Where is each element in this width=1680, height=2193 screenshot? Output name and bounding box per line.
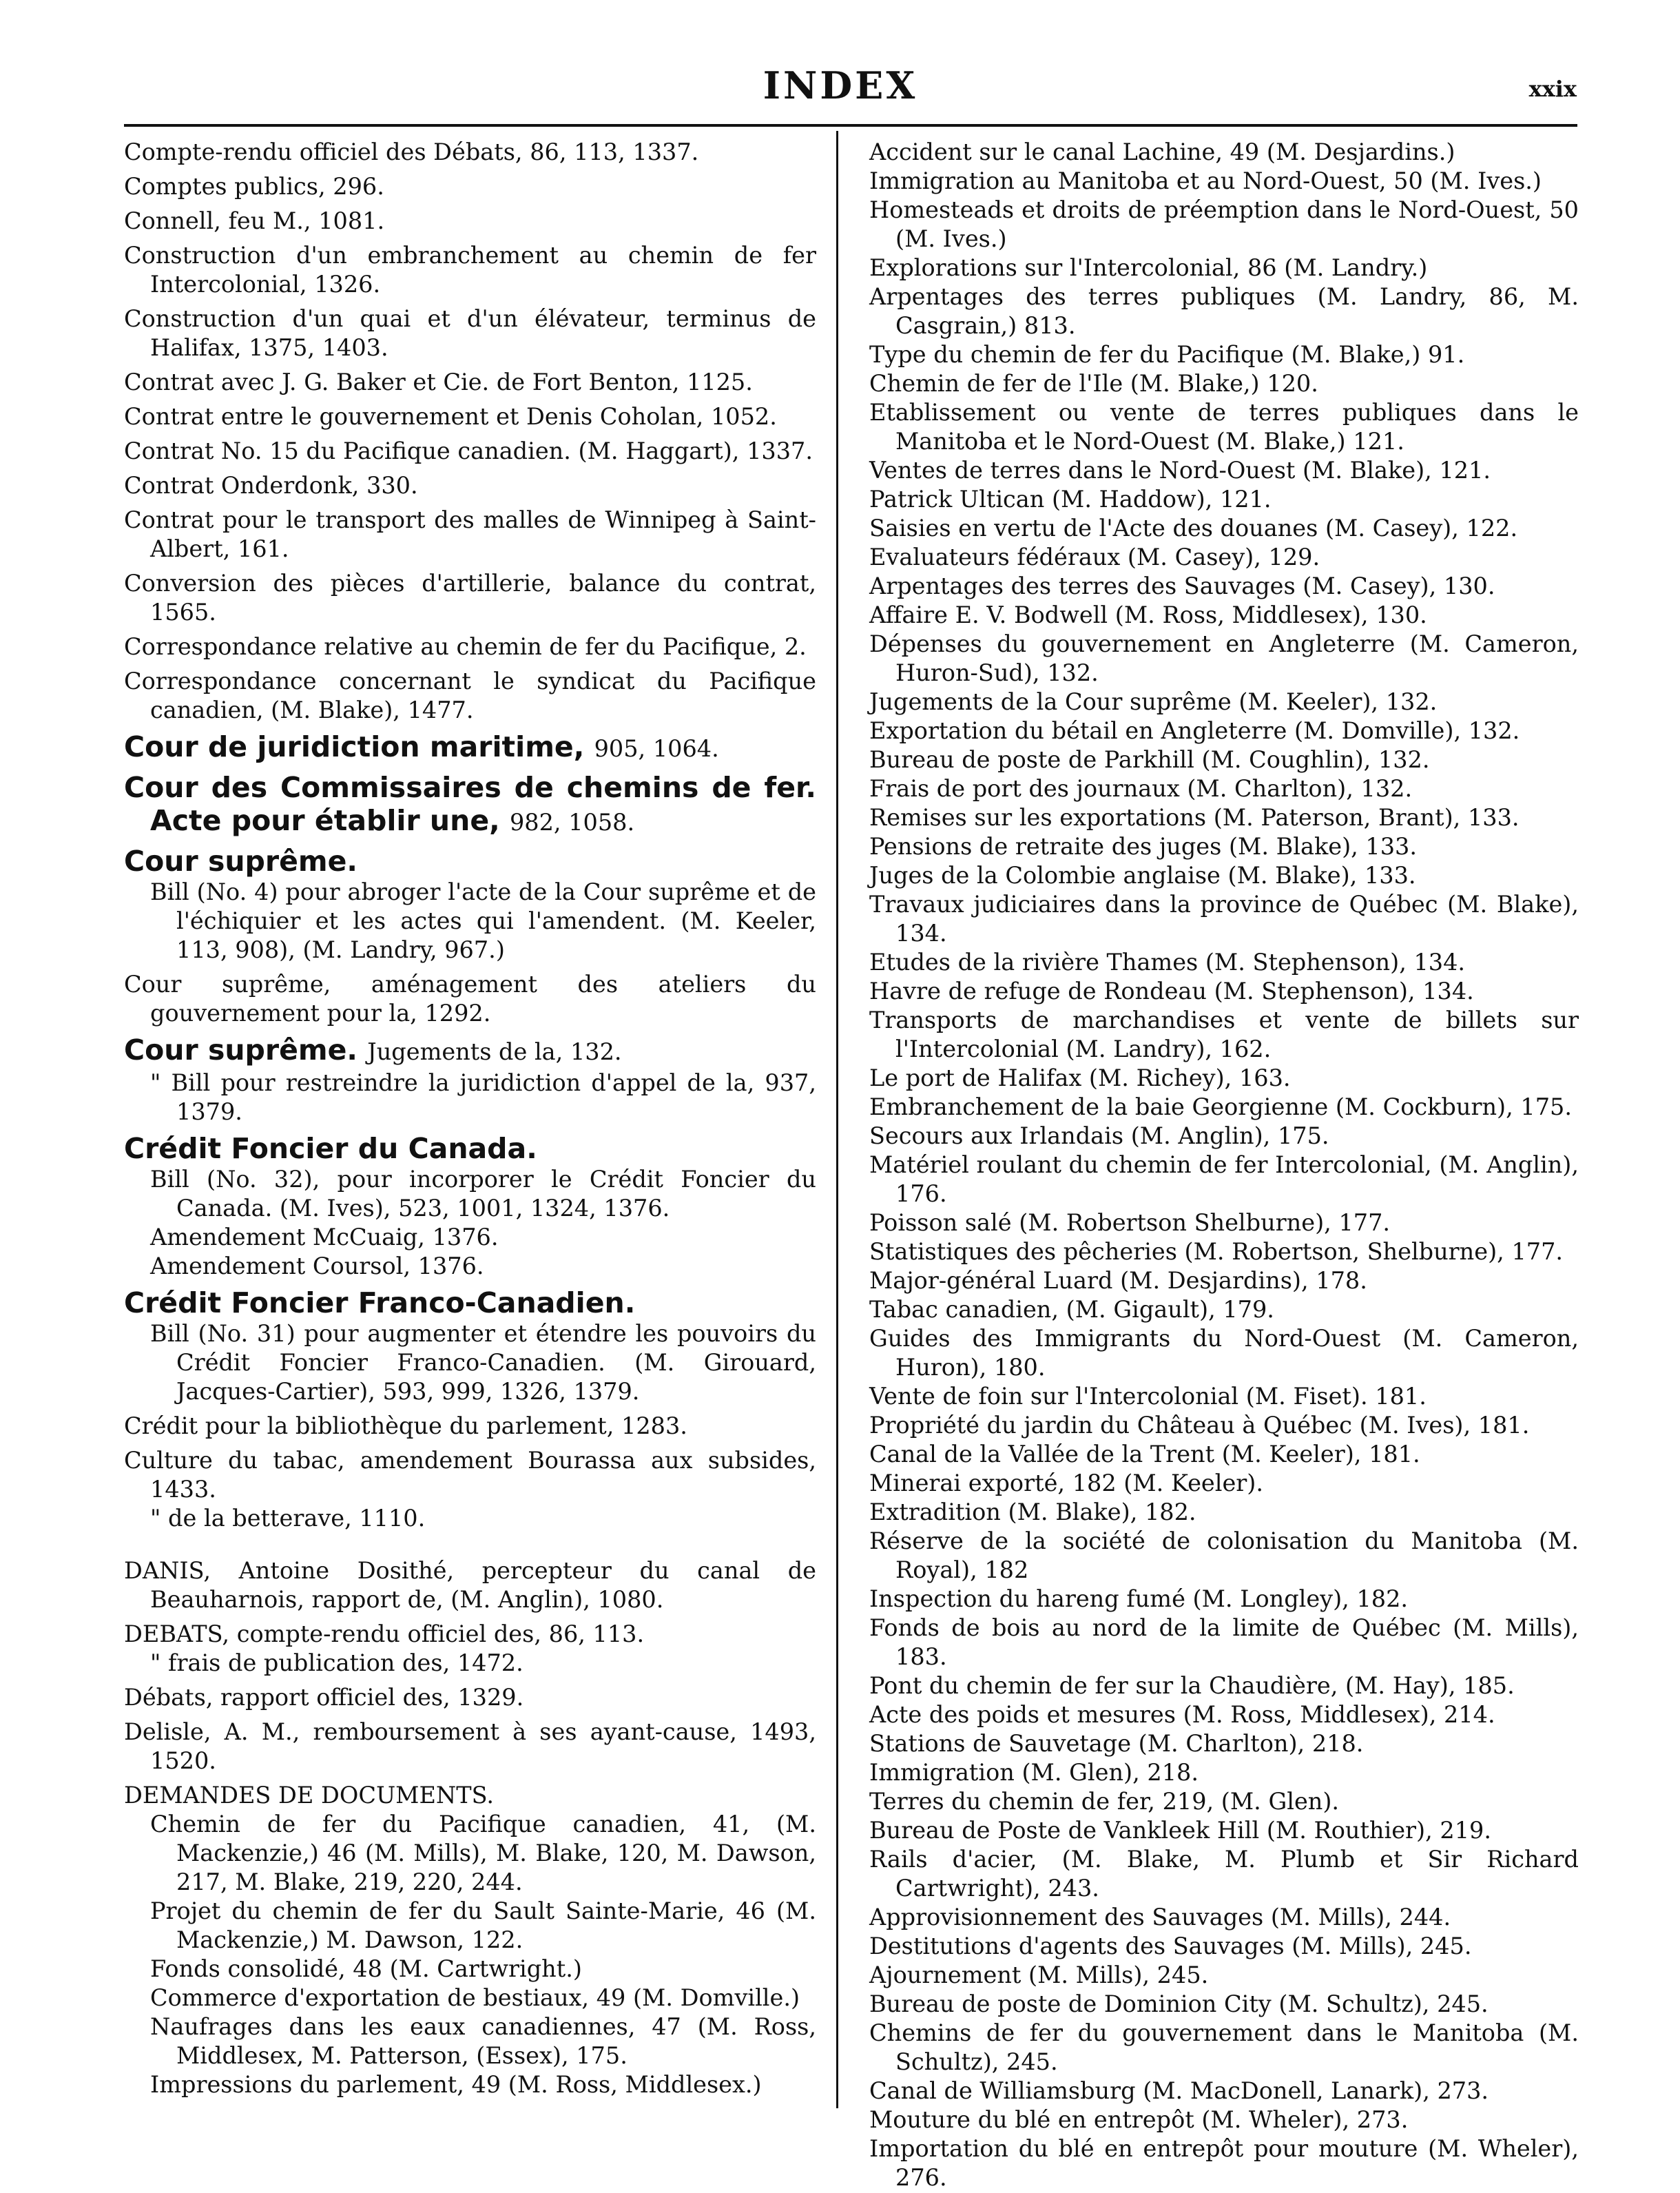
- index-subentry: Commerce d'exportation de bestiaux, 49 (M. Domville.): [150, 1984, 800, 2011]
- page-title: INDEX: [763, 63, 918, 107]
- right-column: [869, 138, 1579, 2192]
- heading-pages: 982, 1058.: [509, 809, 635, 836]
- document-request-entry: Saisies en vertu de l'Acte des douanes (M. Casey), 122.: [869, 515, 1518, 542]
- document-request-entry: Extradition (M. Blake), 182.: [869, 1499, 1196, 1525]
- document-request-entry: Etudes de la rivière Thames (M. Stephenson), 134.: [869, 949, 1466, 976]
- index-entry: Contrat No. 15 du Pacifique canadien. (M. Haggart), 1337.: [124, 437, 813, 464]
- index-subentry: Projet du chemin de fer du Sault Sainte-Marie, 46 (M. Mackenzie,) M. Dawson, 122.: [150, 1897, 816, 1953]
- index-entry: Compte-rendu officiel des Débats, 86, 113, 1337.: [124, 138, 699, 165]
- index-entry: Contrat pour le transport des malles de Winnipeg à Saint-Albert, 161.: [124, 506, 816, 562]
- document-request-entry: Affaire E. V. Bodwell (M. Ross, Middlesex), 130.: [869, 601, 1427, 628]
- document-request-entry: Minerai exporté, 182 (M. Keeler).: [869, 1470, 1264, 1496]
- document-request-entry: Mouture du blé en entrepôt (M. Wheler), 273.: [869, 2106, 1409, 2133]
- document-request-entry: Accident sur le canal Lachine, 49 (M. Desjardins.): [869, 138, 1455, 165]
- index-entry: Conversion des pièces d'artillerie, balance du contrat, 1565.: [124, 570, 816, 626]
- document-request-entry: Transports de marchandises et vente de billets sur l'Intercolonial (M. Landry), 162.: [869, 1007, 1579, 1062]
- document-request-entry: Guides des Immigrants du Nord-Ouest (M. Cameron, Huron), 180.: [869, 1325, 1579, 1381]
- document-request-entry: Jugements de la Cour suprême (M. Keeler), 132.: [869, 688, 1438, 715]
- index-subentry: Bill (No. 31) pour augmenter et étendre les pouvoirs du Crédit Foncier Franco-Canadien. (M. Girouard, Jacques-Cartier), 593, 999, 1326, 1379.: [150, 1320, 816, 1405]
- index-heading: [124, 771, 816, 839]
- column-divider: [836, 131, 838, 2108]
- document-request-entry: Exportation du bétail en Angleterre (M. Domville), 132.: [869, 717, 1520, 744]
- document-request-entry: Ventes de terres dans le Nord-Ouest (M. Blake), 121.: [869, 457, 1491, 484]
- index-entry: Construction d'un embranchement au chemin de fer Intercolonial, 1326.: [124, 242, 816, 298]
- document-request-entry: Tabac canadien, (M. Gigault), 179.: [869, 1296, 1274, 1323]
- heading-title: Cour suprême.: [124, 1033, 358, 1067]
- index-subentry: Amendement McCuaig, 1376.: [150, 1224, 499, 1250]
- heading-title: Cour suprême.: [124, 845, 358, 878]
- document-request-entry: Importation du blé en entrepôt pour mouture (M. Wheler), 276.: [869, 2135, 1579, 2191]
- document-request-entry: Homesteads et droits de préemption dans le Nord-Ouest, 50 (M. Ives.): [869, 196, 1579, 252]
- document-request-entry: Approvisionnement des Sauvages (M. Mills), 244.: [869, 1904, 1451, 1931]
- index-subentry: " de la betterave, 1110.: [150, 1505, 426, 1532]
- document-request-entry: Poisson salé (M. Robertson Shelburne), 177.: [869, 1209, 1391, 1236]
- document-request-entry: Pont du chemin de fer sur la Chaudière, (M. Hay), 185.: [869, 1672, 1515, 1699]
- document-request-entry: Ajournement (M. Mills), 245.: [869, 1962, 1209, 1988]
- document-request-entry: Major-général Luard (M. Desjardins), 178.: [869, 1267, 1367, 1294]
- document-request-entry: Destitutions d'agents des Sauvages (M. Mills), 245.: [869, 1933, 1472, 1959]
- index-subentry: " Bill pour restreindre la juridiction d'appel de la, 937, 1379.: [150, 1069, 816, 1125]
- document-request-entry: Fonds de bois au nord de la limite de Québec (M. Mills), 183.: [869, 1614, 1579, 1670]
- document-request-entry: Le port de Halifax (M. Richey), 163.: [869, 1064, 1291, 1091]
- document-request-entry: Remises sur les exportations (M. Paterson, Brant), 133.: [869, 804, 1520, 831]
- document-request-entry: Bureau de Poste de Vankleek Hill (M. Routhier), 219.: [869, 1817, 1492, 1844]
- index-subentry: Bill (No. 32), pour incorporer le Crédit Foncier du Canada. (M. Ives), 523, 1001, 1324, 1376.: [150, 1166, 816, 1222]
- index-heading: [124, 1286, 816, 1319]
- document-request-entry: Chemins de fer du gouvernement dans le Manitoba (M. Schultz), 245.: [869, 2019, 1579, 2075]
- document-request-entry: Secours aux Irlandais (M. Anglin), 175.: [869, 1122, 1329, 1149]
- index-entry: Culture du tabac, amendement Bourassa aux subsides, 1433.: [124, 1447, 816, 1503]
- document-request-entry: Immigration au Manitoba et au Nord-Ouest, 50 (M. Ives.): [869, 167, 1542, 194]
- index-entry: Débats, rapport officiel des, 1329.: [124, 1684, 524, 1711]
- index-entry: Contrat entre le gouvernement et Denis Coholan, 1052.: [124, 403, 777, 430]
- index-heading: [124, 730, 816, 765]
- index-entry: Contrat avec J. G. Baker et Cie. de Fort Benton, 1125.: [124, 369, 753, 395]
- document-request-entry: Travaux judiciaires dans la province de Québec (M. Blake), 134.: [869, 891, 1579, 947]
- index-heading: [124, 1132, 816, 1165]
- index-heading: [124, 1033, 816, 1069]
- page-number: xxix: [1528, 76, 1577, 102]
- document-request-entry: Etablissement ou vente de terres publiques dans le Manitoba et le Nord-Ouest (M. Blake,) 121.: [869, 399, 1579, 455]
- document-request-entry: Arpentages des terres publiques (M. Landry, 86, M. Casgrain,) 813.: [869, 283, 1579, 339]
- document-request-entry: Vente de foin sur l'Intercolonial (M. Fiset). 181.: [869, 1383, 1427, 1410]
- document-request-entry: Havre de refuge de Rondeau (M. Stephenson), 134.: [869, 978, 1474, 1005]
- document-request-entry: Canal de la Vallée de la Trent (M. Keeler), 181.: [869, 1441, 1420, 1468]
- document-request-entry: Dépenses du gouvernement en Angleterre (M. Cameron, Huron-Sud), 132.: [869, 630, 1579, 686]
- index-subentry: Fonds consolidé, 48 (M. Cartwright.): [150, 1955, 582, 1982]
- index-subentry: Bill (No. 4) pour abroger l'acte de la Cour suprême et de l'échiquier et les actes qui l'amendent. (M. Keeler, 113, 908), (M. Landry, 967.): [150, 878, 816, 963]
- document-request-entry: Juges de la Colombie anglaise (M. Blake), 133.: [869, 862, 1416, 889]
- document-request-entry: Chemin de fer de l'Ile (M. Blake,) 120.: [869, 370, 1318, 397]
- document-request-entry: Arpentages des terres des Sauvages (M. Casey), 130.: [869, 573, 1495, 599]
- document-request-entry: Frais de port des journaux (M. Charlton), 132.: [869, 775, 1413, 802]
- index-entry: Connell, feu M., 1081.: [124, 207, 385, 234]
- heading-title: Cour des Commissaires de chemins de fer. Acte pour établir une,: [124, 771, 816, 837]
- document-request-entry: Patrick Ultican (M. Haddow), 121.: [869, 486, 1272, 513]
- index-entry: Crédit pour la bibliothèque du parlement, 1283.: [124, 1412, 687, 1439]
- index-entry: DANIS, Antoine Dosithé, percepteur du canal de Beauharnois, rapport de, (M. Anglin), 1080.: [124, 1557, 816, 1613]
- heading-pages: 905, 1064.: [594, 735, 719, 762]
- document-request-entry: Immigration (M. Glen), 218.: [869, 1759, 1199, 1786]
- document-request-entry: Pensions de retraite des juges (M. Blake), 133.: [869, 833, 1418, 860]
- index-subentry: Amendement Coursol, 1376.: [150, 1253, 484, 1279]
- index-entry: DEMANDES DE DOCUMENTS.: [124, 1782, 494, 1809]
- heading-title: Cour de juridiction maritime,: [124, 730, 585, 763]
- heading-title: Crédit Foncier Franco-Canadien.: [124, 1286, 636, 1319]
- header-rule: [124, 124, 1577, 127]
- index-entry: Delisle, A. M., remboursement à ses ayant-cause, 1493, 1520.: [124, 1718, 816, 1774]
- index-subentry: Naufrages dans les eaux canadiennes, 47 (M. Ross, Middlesex, M. Patterson, (Essex), 175.: [150, 2013, 816, 2069]
- document-request-entry: Statistiques des pêcheries (M. Robertson, Shelburne), 177.: [869, 1238, 1564, 1265]
- document-request-entry: Rails d'acier, (M. Blake, M. Plumb et Sir Richard Cartwright), 243.: [869, 1846, 1579, 1902]
- index-heading: [124, 845, 816, 878]
- heading-pages: Jugements de la, 132.: [367, 1038, 622, 1065]
- index-entry: Contrat Onderdonk, 330.: [124, 472, 418, 499]
- index-entry: Cour suprême, aménagement des ateliers du gouvernement pour la, 1292.: [124, 971, 816, 1027]
- index-entry: DEBATS, compte-rendu officiel des, 86, 113.: [124, 1620, 645, 1647]
- index-entry: Correspondance relative au chemin de fer du Pacifique, 2.: [124, 633, 807, 660]
- document-request-entry: Inspection du hareng fumé (M. Longley), 182.: [869, 1585, 1409, 1612]
- index-entry: Correspondance concernant le syndicat du Pacifique canadien, (M. Blake), 1477.: [124, 668, 816, 723]
- left-column: [124, 138, 816, 2099]
- index-subentry: Impressions du parlement, 49 (M. Ross, Middlesex.): [150, 2071, 762, 2098]
- document-request-entry: Bureau de poste de Parkhill (M. Coughlin), 132.: [869, 746, 1430, 773]
- document-request-entry: Terres du chemin de fer, 219, (M. Glen).: [869, 1788, 1340, 1815]
- document-request-entry: Réserve de la société de colonisation du Manitoba (M. Royal), 182: [869, 1527, 1579, 1583]
- document-request-entry: Propriété du jardin du Château à Québec (M. Ives), 181.: [869, 1412, 1530, 1439]
- document-request-entry: Bureau de poste de Dominion City (M. Schultz), 245.: [869, 1990, 1489, 2017]
- index-entry: Construction d'un quai et d'un élévateur, terminus de Halifax, 1375, 1403.: [124, 305, 816, 361]
- document-request-entry: Evaluateurs fédéraux (M. Casey), 129.: [869, 544, 1320, 570]
- document-request-entry: Embranchement de la baie Georgienne (M. Cockburn), 175.: [869, 1093, 1572, 1120]
- document-request-entry: Canal de Williamsburg (M. MacDonell, Lanark), 273.: [869, 2077, 1489, 2104]
- index-subentry: " frais de publication des, 1472.: [150, 1649, 523, 1676]
- document-request-entry: Type du chemin de fer du Pacifique (M. Blake,) 91.: [869, 341, 1465, 368]
- index-subentry: Chemin de fer du Pacifique canadien, 41, (M. Mackenzie,) 46 (M. Mills), M. Blake, 120, M. Dawson, 217, M. Blake, 219, 220, 244.: [150, 1811, 816, 1895]
- index-entry: Comptes publics, 296.: [124, 173, 384, 200]
- document-request-entry: Matériel roulant du chemin de fer Intercolonial, (M. Anglin), 176.: [869, 1151, 1579, 1207]
- heading-title: Crédit Foncier du Canada.: [124, 1132, 537, 1165]
- document-request-entry: Explorations sur l'Intercolonial, 86 (M. Landry.): [869, 254, 1428, 281]
- document-request-entry: Acte des poids et mesures (M. Ross, Middlesex), 214.: [869, 1701, 1495, 1728]
- document-request-entry: Stations de Sauvetage (M. Charlton), 218.: [869, 1730, 1364, 1757]
